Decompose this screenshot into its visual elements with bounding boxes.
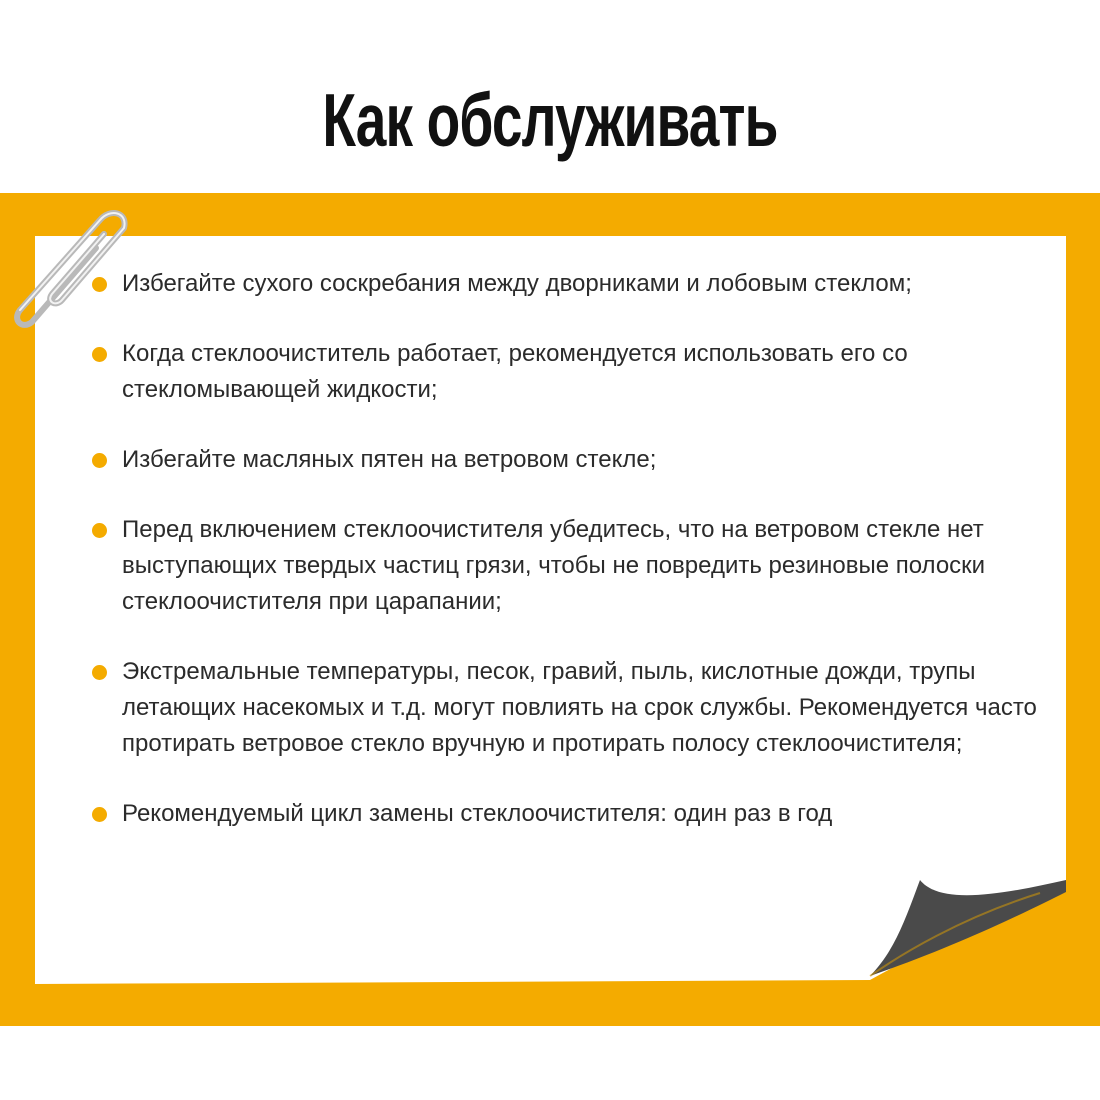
bullet-dot-icon bbox=[92, 523, 107, 538]
tips-list bbox=[92, 266, 1042, 866]
list-item-text: Когда стеклоочиститель работает, рекомендуется использовать его со стекломывающей жидкости; bbox=[122, 340, 908, 403]
list-item bbox=[92, 336, 1042, 408]
list-item-text: Избегайте сухого соскребания между дворниками и лобовым стеклом; bbox=[122, 270, 912, 297]
list-item bbox=[92, 442, 1042, 478]
list-item-text: Избегайте масляных пятен на ветровом стекле; bbox=[122, 446, 657, 473]
list-item bbox=[92, 796, 1042, 832]
list-item-text: Перед включением стеклоочистителя убедитесь, что на ветровом стекле нет выступающих твердых частиц грязи, чтобы не повредить резиновые полоски стеклоочистителя при царапании; bbox=[122, 516, 986, 615]
list-item bbox=[92, 654, 1042, 762]
bullet-dot-icon bbox=[92, 807, 107, 822]
bullet-dot-icon bbox=[92, 665, 107, 680]
list-item-text: Рекомендуемый цикл замены стеклоочистителя: один раз в год bbox=[122, 800, 833, 827]
bullet-dot-icon bbox=[92, 277, 107, 292]
bullet-dot-icon bbox=[92, 453, 107, 468]
page-title-text: Как обслуживать bbox=[322, 77, 778, 163]
list-item bbox=[92, 512, 1042, 620]
bullet-dot-icon bbox=[92, 347, 107, 362]
list-item bbox=[92, 266, 1042, 302]
list-item-text: Экстремальные температуры, песок, гравий, пыль, кислотные дожди, трупы летающих насекомых и т.д. могут повлиять на срок службы. Рекомендуется часто протирать ветровое стекло вручную и протирать полосу стеклоочистителя; bbox=[122, 658, 1037, 757]
